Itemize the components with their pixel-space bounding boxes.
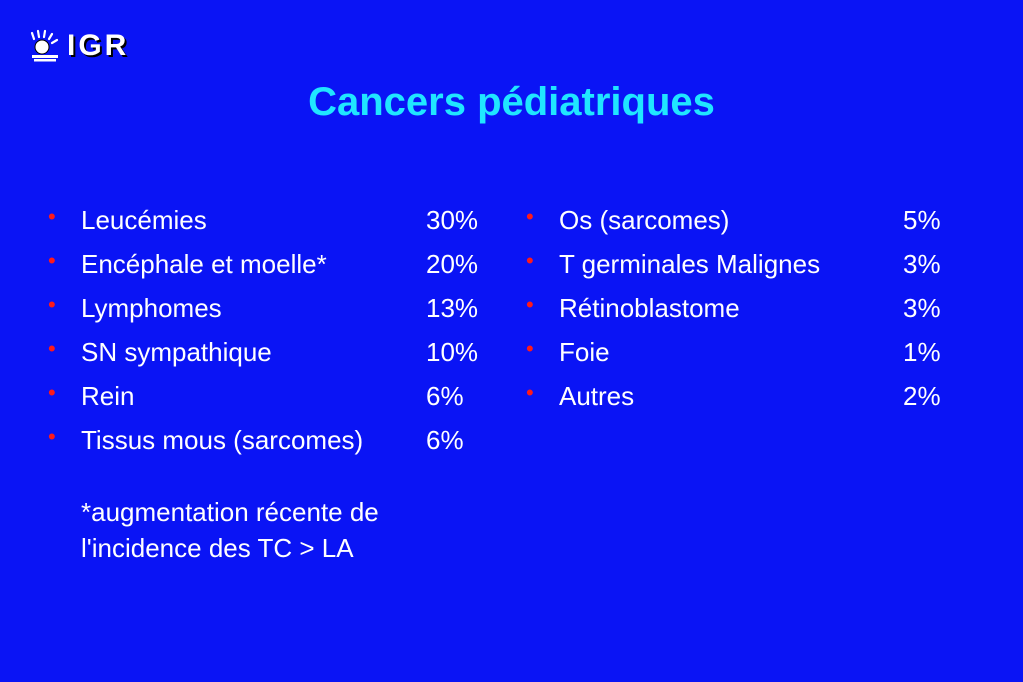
bullet-icon: • bbox=[526, 204, 534, 229]
item-label: Autres bbox=[559, 381, 635, 411]
item-value: 2% bbox=[903, 381, 941, 411]
list-item bbox=[48, 246, 498, 290]
item-value: 6% bbox=[426, 425, 464, 455]
item-value: 13% bbox=[426, 293, 479, 323]
list-item bbox=[526, 202, 966, 246]
list-item bbox=[48, 422, 498, 466]
sun-logo-icon bbox=[30, 29, 64, 63]
item-label: Leucémies bbox=[81, 205, 207, 235]
bullet-icon: • bbox=[526, 292, 534, 317]
list-item bbox=[48, 378, 498, 422]
list-item bbox=[48, 334, 498, 378]
item-label: Rétinoblastome bbox=[559, 293, 740, 323]
item-label: T germinales Malignes bbox=[559, 249, 821, 279]
bullet-icon: • bbox=[526, 336, 534, 361]
bullet-icon: • bbox=[48, 380, 56, 405]
item-label: Lymphomes bbox=[81, 293, 222, 323]
right-list bbox=[526, 202, 966, 422]
bullet-icon: • bbox=[48, 292, 56, 317]
slide-title: Cancers pédiatriques bbox=[308, 80, 715, 124]
bullet-icon: • bbox=[48, 248, 56, 273]
item-label: Rein bbox=[81, 381, 135, 411]
logo-text: IGR bbox=[67, 29, 130, 62]
item-label: Foie bbox=[559, 337, 610, 367]
bullet-icon: • bbox=[48, 424, 56, 449]
list-item bbox=[526, 334, 966, 378]
item-value: 10% bbox=[426, 337, 479, 367]
item-label: Encéphale et moelle* bbox=[81, 249, 327, 279]
item-label: Os (sarcomes) bbox=[559, 205, 730, 235]
bullet-icon: • bbox=[526, 248, 534, 273]
item-value: 30% bbox=[426, 205, 479, 235]
item-label: Tissus mous (sarcomes) bbox=[81, 425, 364, 455]
item-value: 6% bbox=[426, 381, 464, 411]
list-item bbox=[526, 290, 966, 334]
item-label: SN sympathique bbox=[81, 337, 272, 367]
item-value: 1% bbox=[903, 337, 941, 367]
footnote: *augmentation récente de l'incidence des TC > LA bbox=[81, 497, 379, 563]
item-value: 3% bbox=[903, 293, 941, 323]
list-item bbox=[48, 202, 498, 246]
item-value: 5% bbox=[903, 205, 941, 235]
list-item bbox=[526, 246, 966, 290]
bullet-icon: • bbox=[526, 380, 534, 405]
bullet-icon: • bbox=[48, 204, 56, 229]
item-value: 3% bbox=[903, 249, 941, 279]
item-value: 20% bbox=[426, 249, 479, 279]
list-item bbox=[48, 290, 498, 334]
list-item bbox=[526, 378, 966, 422]
left-list bbox=[48, 202, 498, 466]
bullet-icon: • bbox=[48, 336, 56, 361]
logo bbox=[30, 26, 129, 66]
